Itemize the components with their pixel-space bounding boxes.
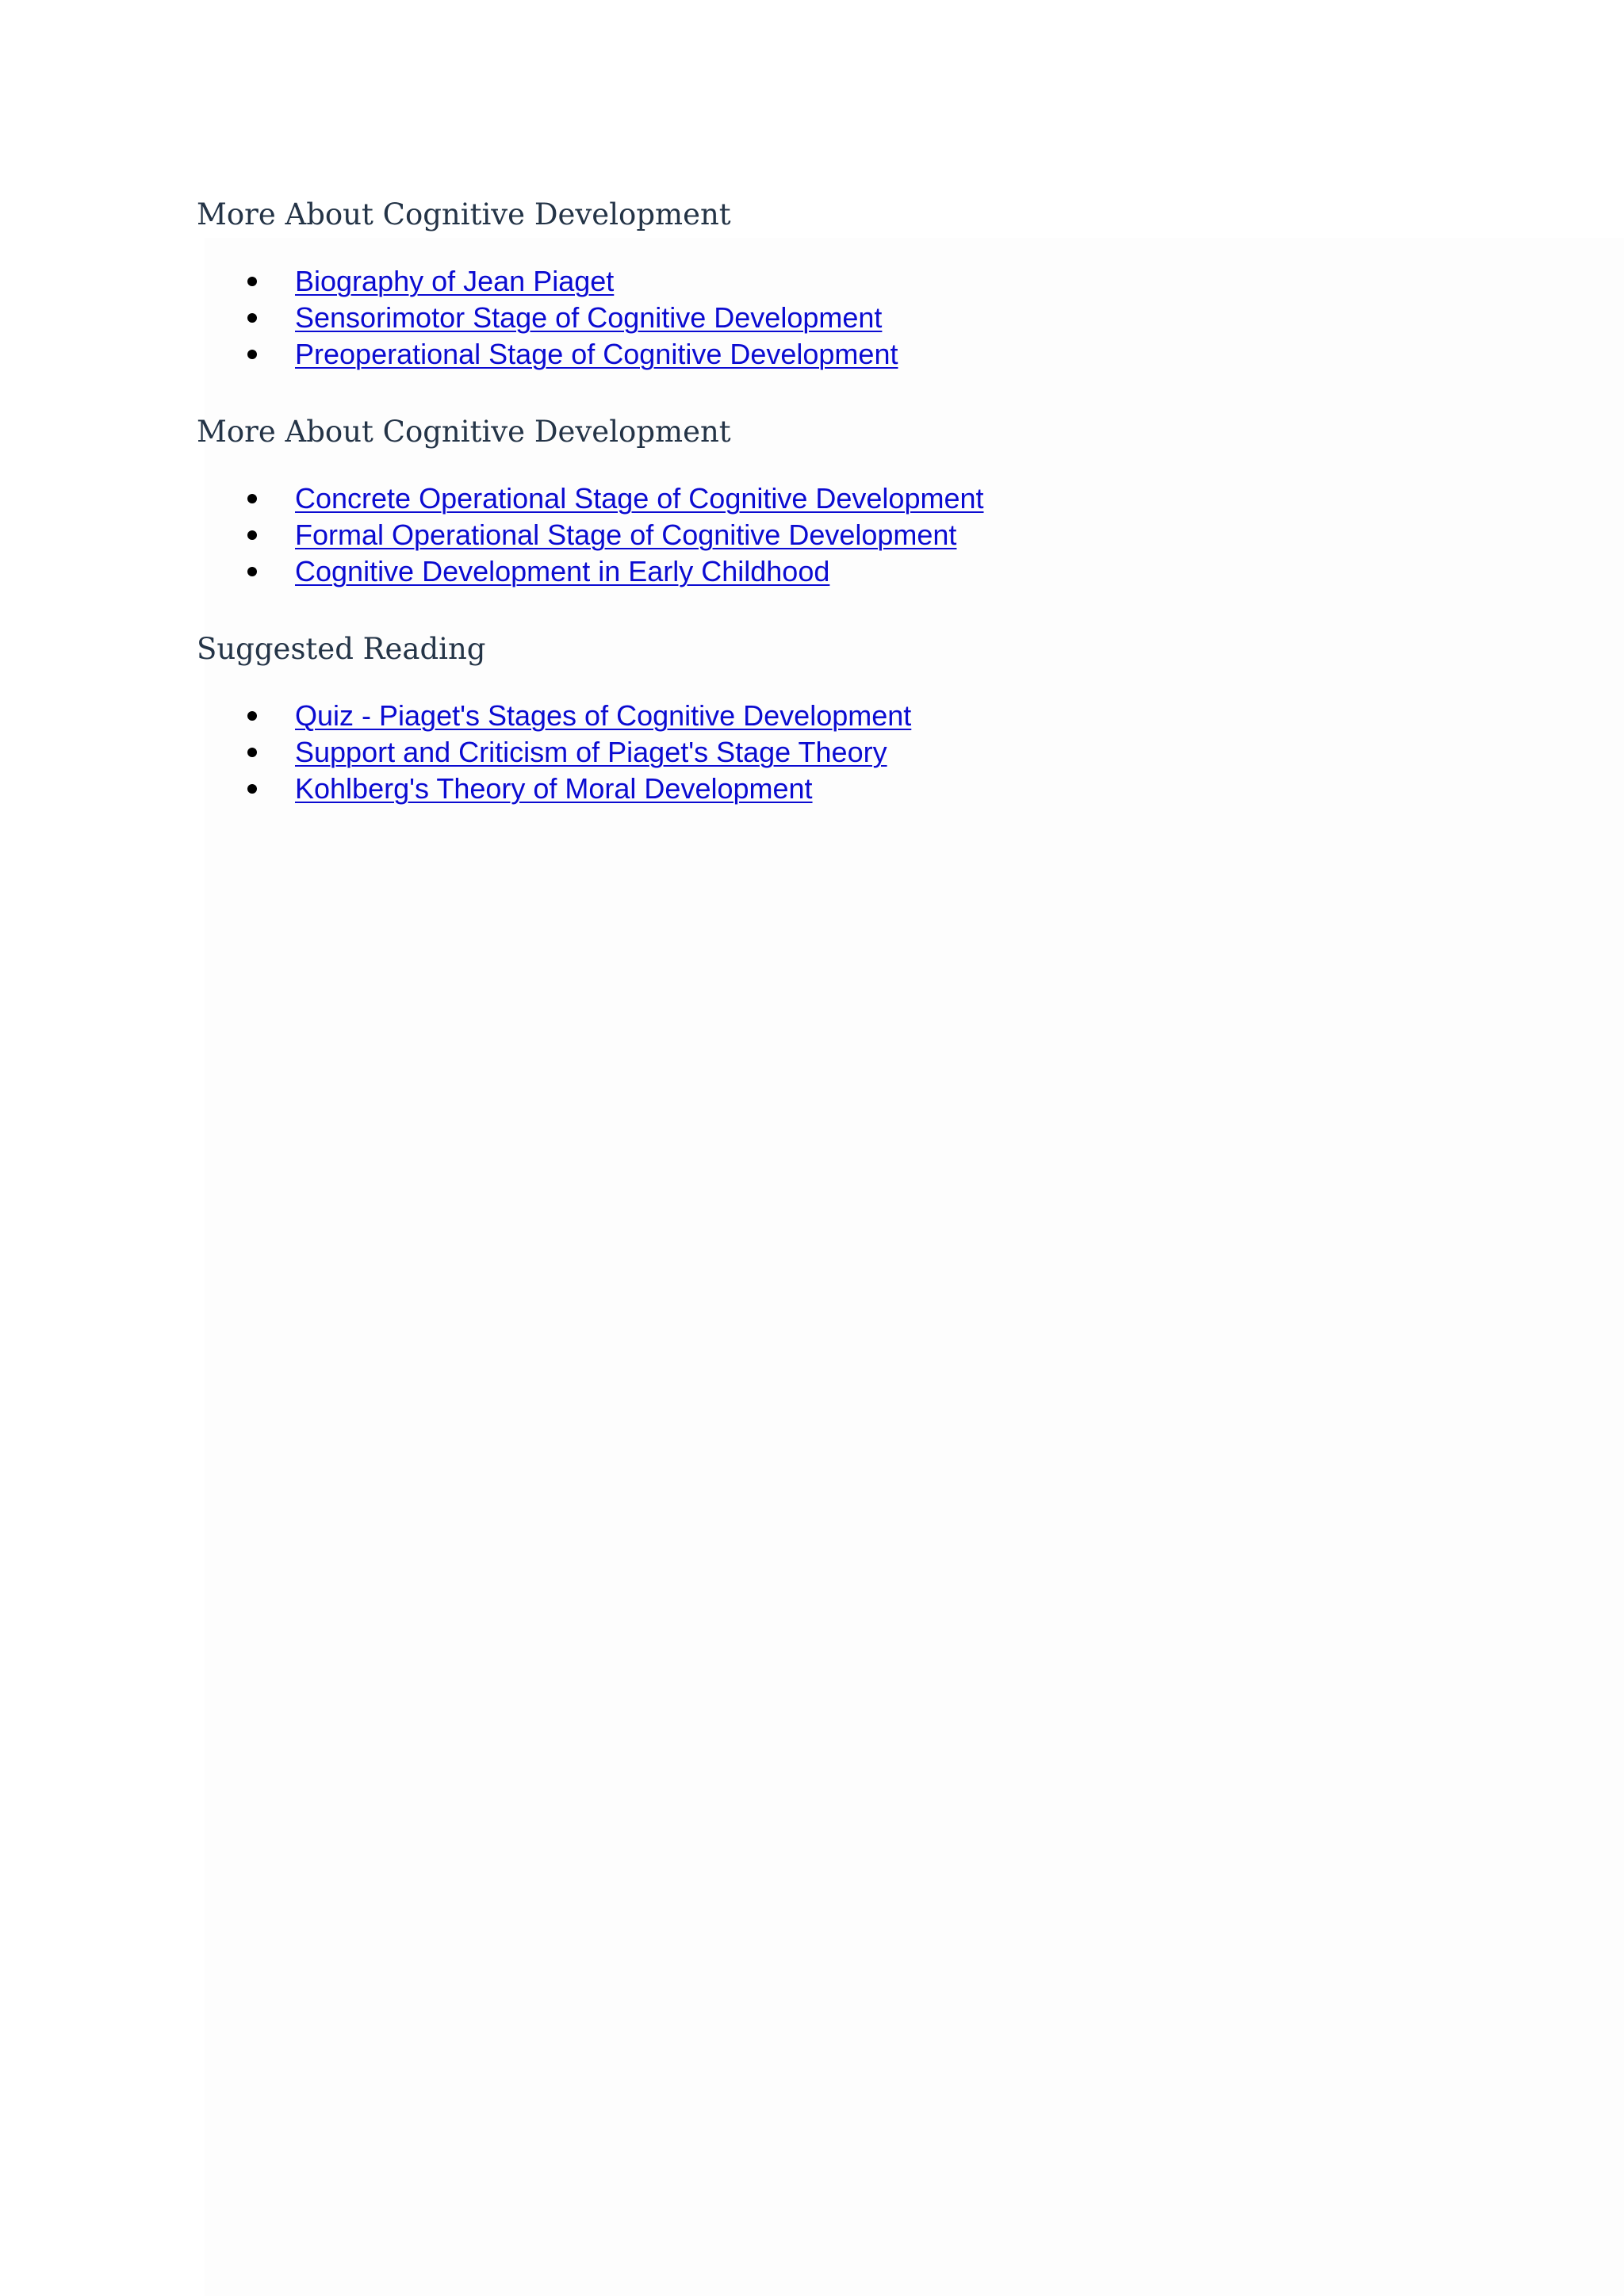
list-item — [197, 517, 1465, 553]
list-item — [197, 698, 1465, 734]
section-more-about-2 — [197, 408, 1465, 590]
list-item — [197, 771, 1465, 807]
bullet-icon — [247, 350, 257, 359]
document-content — [197, 190, 1465, 807]
link-list — [197, 480, 1465, 590]
link-biography-jean-piaget[interactable]: Biography of Jean Piaget — [295, 265, 615, 297]
section-more-about-1 — [197, 190, 1465, 373]
link-concrete-operational-stage[interactable]: Concrete Operational Stage of Cognitive Development — [295, 482, 984, 515]
link-list — [197, 698, 1465, 807]
list-item — [197, 553, 1465, 590]
bullet-icon — [247, 567, 257, 576]
section-heading: Suggested Reading — [197, 632, 486, 666]
bullet-icon — [247, 277, 257, 286]
bullet-icon — [247, 494, 257, 503]
bullet-icon — [247, 784, 257, 794]
bullet-icon — [247, 711, 257, 721]
link-quiz-piaget-stages[interactable]: Quiz - Piaget's Stages of Cognitive Development — [295, 699, 912, 732]
link-formal-operational-stage[interactable]: Formal Operational Stage of Cognitive Development — [295, 519, 957, 551]
list-item — [197, 263, 1465, 300]
section-suggested-reading — [197, 625, 1465, 807]
bullet-icon — [247, 530, 257, 540]
list-item — [197, 300, 1465, 336]
section-heading: More About Cognitive Development — [197, 197, 731, 232]
link-early-childhood[interactable]: Cognitive Development in Early Childhood — [295, 555, 830, 587]
list-item — [197, 734, 1465, 771]
link-kohlberg-theory[interactable]: Kohlberg's Theory of Moral Development — [295, 772, 813, 805]
bullet-icon — [247, 748, 257, 757]
link-list — [197, 263, 1465, 373]
bullet-icon — [247, 313, 257, 323]
section-heading: More About Cognitive Development — [197, 415, 731, 449]
link-support-criticism[interactable]: Support and Criticism of Piaget's Stage Theory — [295, 736, 887, 768]
list-item — [197, 480, 1465, 517]
link-sensorimotor-stage[interactable]: Sensorimotor Stage of Cognitive Development — [295, 301, 883, 334]
list-item — [197, 336, 1465, 373]
link-preoperational-stage[interactable]: Preoperational Stage of Cognitive Development — [295, 338, 898, 370]
